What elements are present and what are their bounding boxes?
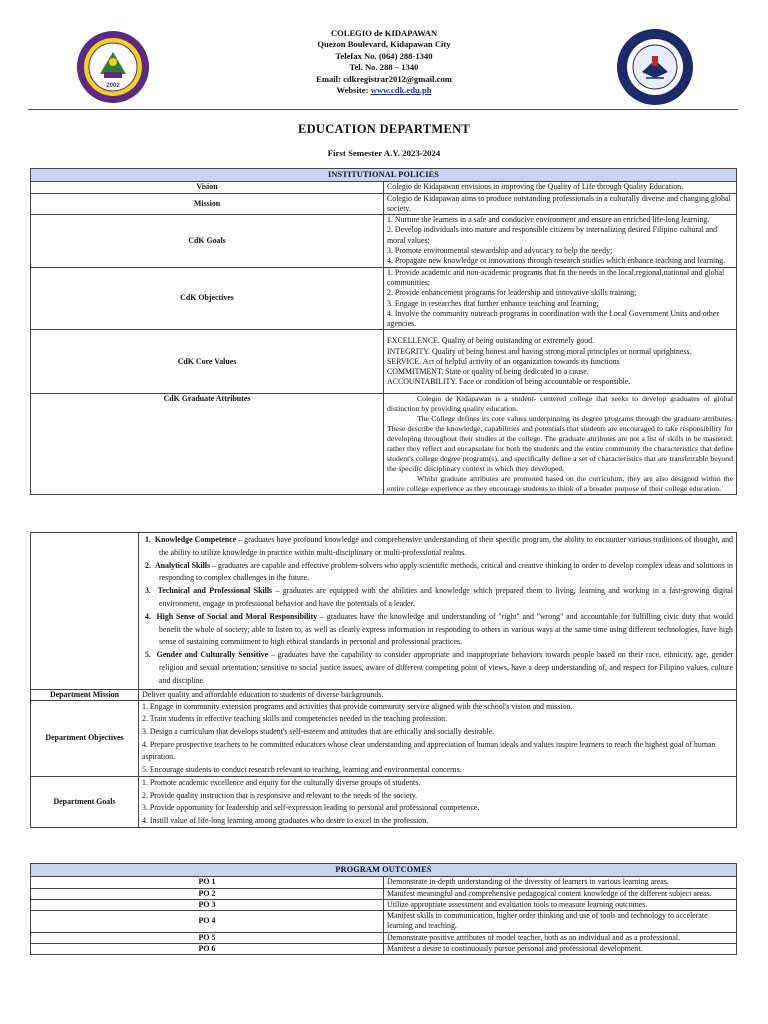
table-row <box>31 215 737 267</box>
row-label: Department Goals <box>31 777 139 828</box>
list-item: INTEGRITY. Quality of being honest and having strong moral principles or normal uprightness. <box>387 346 692 356</box>
table-row <box>31 330 737 394</box>
list-item: 2. Develop individuals into mature and responsible citizens by internalizing desired Filipino cultural and moral values; <box>387 225 718 245</box>
telefax: Telefax No. (064) 288-1340 <box>335 50 433 61</box>
list-item: ACCOUNTABILITY. Face or condition of being accountable or responsible. <box>387 377 631 387</box>
list-item <box>145 649 733 687</box>
outcome-text: Demonstrate positive attributes of model teacher, both as an individual and as a professional. <box>384 932 737 943</box>
department-mission-text: Deliver quality and affordable education to students of diverse backgrounds. <box>139 689 737 700</box>
list-item: 4. Instill value of life-long learning among graduates who desire to excel in the profession. <box>142 815 429 825</box>
department-attributes-list <box>139 533 737 690</box>
table-row <box>31 533 737 690</box>
list-item <box>145 585 733 611</box>
list-item: 1. Promote academic excellence and equity for the culturally diverse groups of students. <box>142 778 421 788</box>
item-number: 4. <box>145 611 151 621</box>
list-item: 5. Encourage students to conduct research relevant to teaching, learning and environmental concerns. <box>142 764 462 774</box>
list-item: 1. Nurture the learners in a safe and conducive environment and ensure an enriched life-long learning. <box>387 215 710 225</box>
table-row <box>31 689 737 700</box>
table-row <box>31 394 737 495</box>
list-item: 3. Promote environmental stewardship and advocacy to help the needy; <box>387 246 613 256</box>
list-item <box>145 560 733 586</box>
list-item: EXCELLENCE. Quality of being outstanding or extremely good. <box>387 336 595 346</box>
row-label: Department Objectives <box>31 700 139 777</box>
paragraph: Colegio de Kidapawan is a student- centered college that seeks to develop graduates of global distinction by providing quality education. <box>387 394 733 414</box>
core-values-list <box>384 330 737 394</box>
item-text: – graduates are equipped with the abilities and knowledge which prepared them to living, learning and working in a fast-growing digital environment, engage in professional behavior and have the potentials of a leader. <box>159 586 733 608</box>
table-row <box>31 877 737 888</box>
section-heading: INSTITUTIONAL POLICIES <box>31 169 737 182</box>
item-number: 1. <box>145 535 151 544</box>
list-item: 2. Provide enhancement programs for leadership and innovative skills training; <box>387 288 637 298</box>
paragraph: The College defines its core values underpinning its degree programs through the graduate attributes. These describe the knowledge, capabilities and potentials that students are encouraged to take responsibility for developing throughout their studies at the college. The graduate attributes are not a list of skills to be mastered; rather they reflect and encapsulate for both the students and the entire community the characteristics that define student's college degree program(s), and specifically define a set of characteristics that are transferrable beyond the specific disciplinary context in which they developed. <box>387 414 733 474</box>
row-label: Department Mission <box>31 689 139 700</box>
outcome-text: Manifest skills in communication, higher order thinking and use of tools and technology to accelerate learning and teaching. <box>384 911 737 933</box>
item-text: – graduates have the knowledge and understanding of "right" and "wrong" and accountable for fulfilling civic duty that would benefit the whole of society; able to listen to, as well as clearly express information in responding to others in various ways at the same time using different technologies, have high sense of sustaining commitment to high ethical standards in personal and professional practices. <box>159 611 733 647</box>
item-title: Knowledge Competence <box>154 535 237 544</box>
goals-list <box>384 215 737 267</box>
list-item: 1. Engage in community extension programs and activities that provide community service aligned with the school's vision and mission. <box>142 701 573 711</box>
item-title: Gender and Culturally Sensitive <box>156 650 269 660</box>
table-row <box>31 932 737 943</box>
list-item <box>145 534 733 560</box>
section-heading: PROGRAM OUTCOMES <box>31 864 737 877</box>
list-item: 2. Provide quality instruction that is responsive and relevant to the needs of the society. <box>142 790 418 800</box>
table-row <box>31 193 737 215</box>
header-divider <box>28 109 738 110</box>
item-title: Analytical Skills <box>154 560 211 570</box>
page-title: EDUCATION DEPARTMENT <box>297 122 471 136</box>
row-label: CdK Core Values <box>31 330 384 394</box>
list-item: 4. Propagate new knowledge or innovations through research studies which enhance teaching and learning. <box>387 256 726 266</box>
website-link[interactable]: www.cdk.edu.ph <box>370 85 432 96</box>
table-header-row <box>31 864 737 877</box>
program-outcomes-table <box>30 863 737 955</box>
item-text: – graduates are capable and effective problem-solvers who apply scientific methods, critical and creative thinking in order to develop complex ideas and solutions in responding to complex challenges in the future. <box>159 560 734 583</box>
website-label: Website: <box>336 85 371 96</box>
outcome-code: PO 4 <box>31 911 384 933</box>
item-text: – graduates have the capability to consider appropriate and inappropriate behaviors towards people based on their race, ethnicity, age, gender religion and sexual orientation; sensitive to social justice issues, aware of different competing point of views, have a deep understanding of, and respect for Filipino values, culture and discipline. <box>159 650 733 685</box>
table-row <box>31 267 737 330</box>
item-text: – graduates have profound knowledge and comprehensive understanding of their specific program, the ability to encounter various traditions of thought, and the ability to utilize knowledge in practice within multi-disciplinary or multi-professional realms. <box>159 535 733 557</box>
outcome-text: Manifest meaningful and comprehensive pedagogical content knowledge of the different subject areas. <box>384 888 737 899</box>
row-label: Mission <box>31 193 384 215</box>
list-item: 4. Involve the community outreach programs in coordination with the Local Government Units and other agencies. <box>387 308 719 329</box>
school-address: Quezon Boulevard, Kidapawan City <box>317 39 451 50</box>
vision-text: Colegio de Kidapawan envisions in improving the Quality of Life through Quality Education. <box>384 182 737 193</box>
institutional-policies-table <box>30 168 737 495</box>
semester-label: First Semester A.Y. 2023-2024 <box>327 148 441 158</box>
department-objectives-list <box>139 700 737 777</box>
mission-text: Colegio de Kidapawan aims to produce outstanding professionals in a culturally diverse and changing global society. <box>384 193 737 215</box>
item-number: 3. <box>145 586 151 596</box>
letterhead <box>0 26 768 106</box>
row-label: CdK Graduate Attributes <box>31 394 384 495</box>
seal-year: 2002 <box>106 83 120 89</box>
item-number: 5. <box>145 650 151 660</box>
list-item: 3. Engage in researches that further enhance teaching and learning; <box>387 298 599 308</box>
outcome-code: PO 1 <box>31 877 384 888</box>
item-title: High Sense of Social and Moral Responsibility <box>156 611 318 621</box>
item-number: 2. <box>145 560 151 570</box>
list-item: SERVICE. Act of helpful activity of an organization towards its functions <box>387 356 620 366</box>
education-department-logo <box>616 28 694 106</box>
outcome-text: Utilize appropriate assessment and evaluation tools to measure learning outcomes. <box>384 899 737 910</box>
row-label: Vision <box>31 182 384 193</box>
outcome-code: PO 3 <box>31 899 384 910</box>
list-item: 1. Provide academic and non-academic programs that fit the needs in the local,regional,national and global communities; <box>387 267 725 287</box>
list-item: 2. Train students in effective teaching skills and competencies needed in the teaching profession. <box>142 714 448 724</box>
list-item: 3. Provide opportunity for leadership and self-expression leading to personal and professional competence. <box>142 803 480 813</box>
outcome-text: Demonstrate in-depth understanding of the diversity of learners in various learning areas. <box>384 877 737 888</box>
table-row <box>31 182 737 193</box>
table-row <box>31 944 737 955</box>
telephone: Tel. No. 288 – 1340 <box>349 62 419 73</box>
outcome-code: PO 2 <box>31 888 384 899</box>
department-goals-list <box>139 777 737 828</box>
table-row <box>31 700 737 777</box>
item-title: Technical and Professional Skills <box>157 586 273 596</box>
department-table <box>30 532 737 828</box>
objectives-list <box>384 267 737 330</box>
row-label: CdK Objectives <box>31 267 384 330</box>
list-item <box>145 611 733 649</box>
outcome-code: PO 5 <box>31 932 384 943</box>
table-row <box>31 888 737 899</box>
outcome-text: Manifest a desire to continuously pursue personal and professional development. <box>384 944 737 955</box>
graduate-attributes-text <box>384 394 737 495</box>
email: Email: cdkregistrar2012@gmail.com <box>316 73 452 84</box>
row-label <box>31 533 139 690</box>
row-label: CdK Goals <box>31 215 384 267</box>
table-row <box>31 899 737 910</box>
list-item: 3. Design a curriculum that develops student's self-esteem and attitudes that are ethically and socially desirable. <box>142 727 495 737</box>
list-item: 4. Prepare prospective teachers to be committed educators whose clear understanding and appreciation of human ideals and values inspire learners to reach the highest goal of human aspiration. <box>142 739 716 762</box>
outcome-code: PO 6 <box>31 944 384 955</box>
list-item: COMMITMENT. State or quality of being dedicated to a cause. <box>387 367 589 377</box>
table-row <box>31 911 737 933</box>
table-row <box>31 777 737 828</box>
school-name: COLEGIO de KIDAPAWAN <box>330 28 438 38</box>
table-header-row <box>31 169 737 182</box>
paragraph: Whilst graduate attributes are promoted based on the curriculum, they are also designed within the entire college experience as they encourage students to think of a broader purpose of their college education. <box>387 474 733 494</box>
